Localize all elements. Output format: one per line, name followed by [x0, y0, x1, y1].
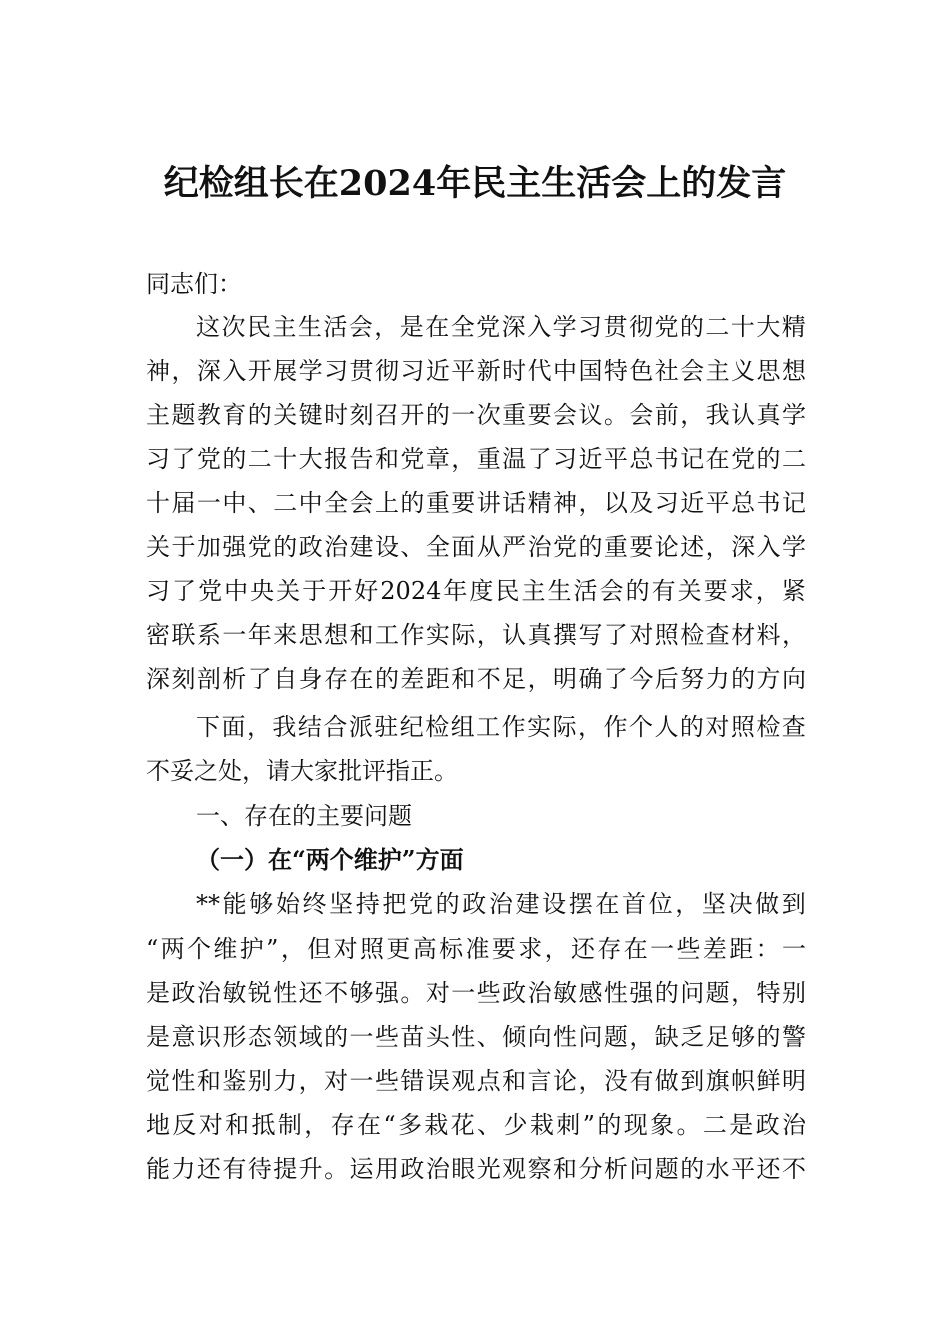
paragraph-line: 是 政 治 敏 锐 性 还 不 够 强 。 对 一 些 政 治 敏 感 性 强 的 问 题 ， 特 别 [146, 979, 806, 1007]
paragraph-line: “ 两 个 维 护 ” ， 但 对 照 更 高 标 准 要 求 ， 还 存 在 一 些 差 距 ： 一 [146, 935, 806, 963]
paragraph-line: 神 ， 深 入 开 展 学 习 贯 彻 习 近 平 新 时 代 中 国 特 色 社 会 主 义 思 想 [146, 357, 806, 385]
paragraph-line: 不妥之处，请大家批评指正。 [146, 757, 458, 785]
paragraph-line: 深 刻 剖 析 了 自 身 存 在 的 差 距 和 不 足 ， 明 确 了 今 后 努 力 的 方 向 [146, 665, 806, 693]
paragraph-line: 下 面 ， 我 结 合 派 驻 纪 检 组 工 作 实 际 ， 作 个 人 的 对 照 检 查 [196, 713, 806, 741]
paragraph-line: 地 反 对 和 抵 制 ， 存 在 “ 多 栽 花 、 少 栽 刺 ” 的 现 象 。 二 是 政 治 [146, 1111, 806, 1139]
paragraph-line: 习 了 党 中 央 关 于 开 好 2024 年 度 民 主 生 活 会 的 有 关 要 求 ， 紧 [146, 577, 806, 605]
paragraph-line: 这 次 民 主 生 活 会 ， 是 在 全 党 深 入 学 习 贯 彻 党 的 二 十 大 精 [196, 313, 806, 341]
section-heading: 一、存在的主要问题 [196, 802, 412, 830]
paragraph-line: ** 能 够 始 终 坚 持 把 党 的 政 治 建 设 摆 在 首 位 ， 坚 决 做 到 [196, 890, 806, 918]
subsection-heading: （一）在“两个维护”方面 [196, 845, 464, 874]
salutation: 同志们： [146, 270, 242, 298]
paragraph-line: 能 力 还 有 待 提 升 。 运 用 政 治 眼 光 观 察 和 分 析 问 题 的 水 平 还 不 [146, 1155, 806, 1183]
paragraph-line: 主 题 教 育 的 关 键 时 刻 召 开 的 一 次 重 要 会 议 。 会 前 ， 我 认 真 学 [146, 401, 806, 429]
paragraph-line: 十 届 一 中 、 二 中 全 会 上 的 重 要 讲 话 精 神 ， 以 及 习 近 平 总 书 记 [146, 489, 806, 517]
document-title: 纪检组长在2024年民主生活会上的发言 [163, 163, 787, 204]
paragraph-line: 习 了 党 的 二 十 大 报 告 和 党 章 ， 重 温 了 习 近 平 总 书 记 在 党 的 二 [146, 445, 806, 473]
paragraph-line: 觉 性 和 鉴 别 力 ， 对 一 些 错 误 观 点 和 言 论 ， 没 有 做 到 旗 帜 鲜 明 [146, 1067, 806, 1095]
paragraph-line: 密 联 系 一 年 来 思 想 和 工 作 实 际 ， 认 真 撰 写 了 对 照 检 查 材 料 ， [146, 621, 806, 649]
paragraph-line: 是 意 识 形 态 领 域 的 一 些 苗 头 性 、 倾 向 性 问 题 ， 缺 乏 足 够 的 警 [146, 1023, 806, 1051]
paragraph-line: 关 于 加 强 党 的 政 治 建 设 、 全 面 从 严 治 党 的 重 要 论 述 ， 深 入 学 [146, 533, 806, 561]
